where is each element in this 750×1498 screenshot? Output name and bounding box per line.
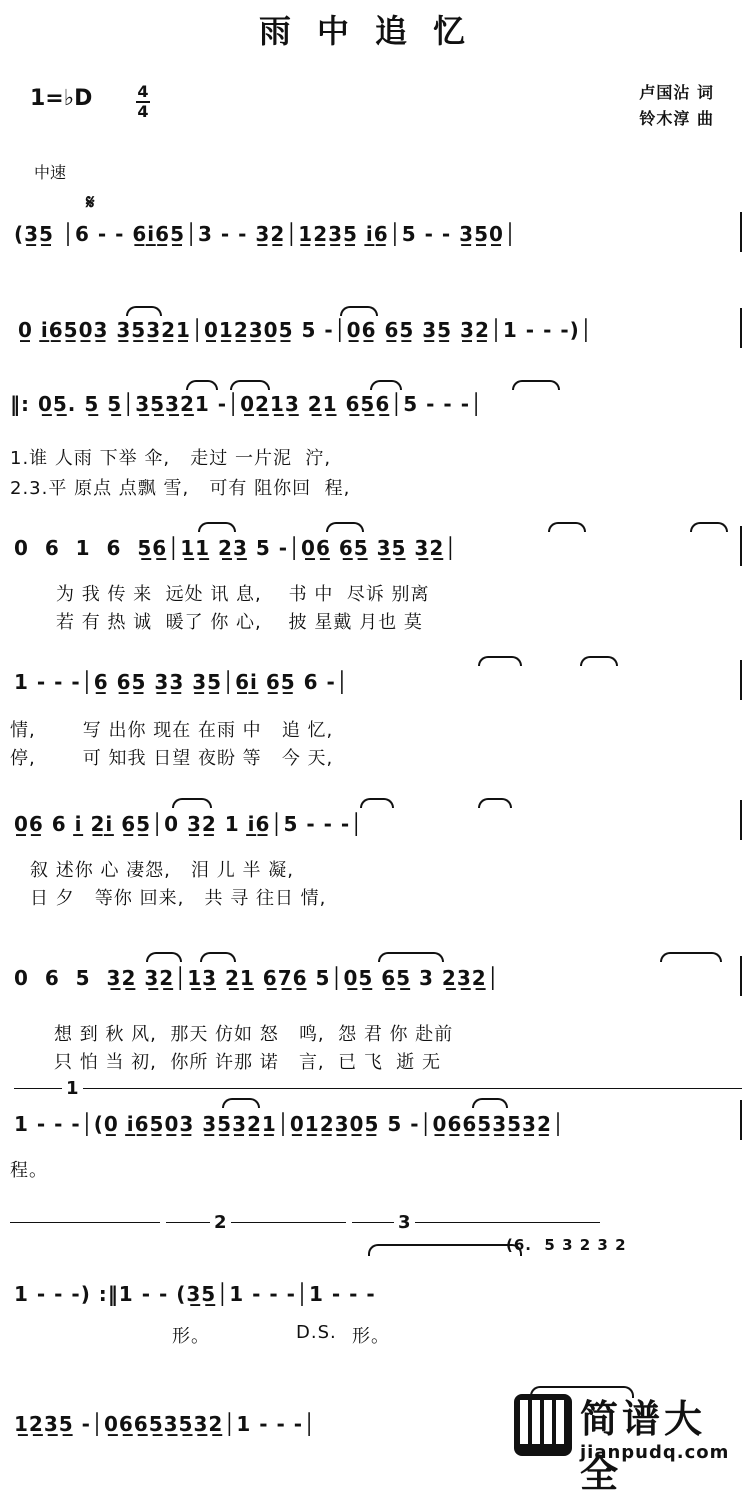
- tempo-marking: 中速: [34, 163, 67, 182]
- composer-credit: 铃木淳 曲: [639, 109, 714, 128]
- tie: [172, 798, 212, 808]
- tie: [660, 952, 722, 962]
- lyric-row-6-verse-2: 日 夕 等你 回来, 共 寻 往日 情,: [30, 888, 327, 909]
- logo-text: 简谱大全: [580, 1397, 707, 1496]
- time-sig-bottom: 4: [137, 102, 149, 121]
- barline: [740, 526, 742, 566]
- tie: [230, 380, 270, 390]
- staff-row-9-upper: (6. 5 3 2 3 2: [506, 1236, 627, 1254]
- lyric-row-3-verse-1: 1.谁 人雨 下举 伞, 走过 一片泥 泞,: [10, 448, 332, 469]
- tie: [690, 522, 728, 532]
- volta-number-2: 2: [210, 1212, 231, 1233]
- barline: [740, 660, 742, 700]
- tie: [200, 952, 236, 962]
- lyric-row-4-verse-1: 为 我 传 来 远处 讯 息, 书 中 尽诉 别离: [56, 584, 430, 605]
- staff-row-10: 1̲2̲3̲5̲ -│0̲6̲6̲5̲3̲5̲3̲2̲│1 - - -│: [14, 1412, 317, 1436]
- barline: [740, 956, 742, 996]
- staff-row-6: 0̲6̲ 6 i̲ 2̲i̲ 6̲5̲│0 3̲2̲ 1 i̲6̲│5 - - -│: [14, 812, 364, 836]
- volta-number-3: 3: [394, 1212, 415, 1233]
- tie: [580, 656, 618, 666]
- staff-row-1: (3̲5̲ │6 - - 6̲i̲6̲5̲│3 - - 3̲2̲│1̲2̲3̲5̲ i̲6̲│5 - - 3̲5̲0̲│: [14, 222, 517, 246]
- volta-line-left: [10, 1222, 160, 1223]
- volta-number-1: 1: [62, 1078, 83, 1099]
- logo-url: jianpudq.com: [580, 1442, 730, 1463]
- tie: [126, 306, 162, 316]
- lyric-row-4-verse-2: 若 有 热 诚 暖了 你 心, 披 星戴 月也 莫: [56, 612, 423, 633]
- lyric-row-5-verse-2: 停, 可 知我 日望 夜盼 等 今 天,: [10, 748, 334, 769]
- tie: [222, 1098, 260, 1108]
- song-title: 雨中追忆: [258, 12, 491, 50]
- tie: [378, 952, 444, 962]
- tie: [198, 522, 236, 532]
- site-logo: [514, 1388, 744, 1496]
- tie: [478, 798, 512, 808]
- lyric-row-7-verse-1: 想 到 秋 风, 那天 仿如 怒 鸣, 怨 君 你 赴前: [54, 1024, 454, 1045]
- lyric-row-6-verse-1: 叙 述你 心 凄怨, 泪 儿 半 凝,: [30, 860, 294, 881]
- key-signature: 1=♭D: [30, 86, 93, 111]
- barline: [740, 1100, 742, 1140]
- tie: [478, 656, 522, 666]
- staff-row-4: 0 6 1 6 5̲6̲│1̲1̲ 2̲3̲ 5 -│0̲6̲ 6̲5̲ 3̲5̲ 3̲2̲│: [14, 536, 458, 560]
- volta-bracket-3: [352, 1222, 600, 1223]
- staff-row-8: 1 - - -│(0̲ i̲6̲5̲0̲3̲ 3̲5̲3̲2̲1̲│0̲1̲2̲3̲0̲5̲ 5 -│0̲6̲6̲5̲3̲5̲3̲2̲│: [14, 1112, 565, 1136]
- tie: [512, 380, 560, 390]
- lyric-row-5-verse-1: 情, 写 出你 现在 在雨 中 追 忆,: [10, 720, 334, 741]
- staff-row-3: ‖: 0̲5̲. 5̲ 5̲│3̲5̲3̲2̲1 -│0̲2̲1̲3̲ 2̲1̲ 6̲5̲6̲│5 - - -│: [10, 392, 484, 416]
- tie: [326, 522, 364, 532]
- lyric-row-3-verse-2: 2.3.平 原点 点飘 雪, 可有 阻你回 程,: [10, 478, 351, 499]
- lyric-row-8: 程。: [10, 1160, 48, 1181]
- staff-row-5: 1 - - -│6̲ 6̲5̲ 3̲3̲ 3̲5̲│6̲i̲ 6̲5̲ 6 -│: [14, 670, 349, 694]
- lyric-row-9-c: 形。: [352, 1326, 390, 1347]
- staff-row-2: 0̲ i̲6̲5̲0̲3̲ 3̲5̲3̲2̲1̲│0̲1̲2̲3̲0̲5̲ 5 -│0̲6̲ 6̲5̲ 3̲5̲ 3̲2̲│1 - - -)│: [18, 318, 593, 342]
- tie: [472, 1098, 508, 1108]
- tie: [340, 306, 378, 316]
- staff-row-7: 0 6 5 3̲2̲ 3̲2̲│1̲3̲ 2̲1̲ 6̲7̲6̲ 5│0̲5̲ 6̲5̲ 3 2̲3̲2̲│: [14, 966, 500, 990]
- slur: [368, 1244, 522, 1256]
- tie: [548, 522, 586, 532]
- tie: [146, 952, 182, 962]
- time-signature: [136, 84, 150, 120]
- barline: [740, 212, 742, 252]
- tie: [360, 798, 394, 808]
- staff-row-9: 1 - - -) :‖1 - - (3̲5̲│1 - - -│1 - - -: [14, 1282, 376, 1306]
- lyric-row-7-verse-2: 只 怕 当 初, 你所 许那 诺 言, 已 飞 逝 无: [54, 1052, 441, 1073]
- tie: [370, 380, 402, 390]
- barline: [740, 308, 742, 348]
- time-sig-top: 4: [137, 82, 149, 101]
- lyric-row-9-a: 形。: [172, 1326, 210, 1347]
- ds-marking: D.S.: [296, 1322, 337, 1343]
- volta-bracket-1: [14, 1088, 742, 1089]
- tie: [186, 380, 218, 390]
- barline: [740, 800, 742, 840]
- volta-bracket-2: [166, 1222, 346, 1223]
- segno-icon: 𝄋: [86, 190, 95, 214]
- piano-keys-icon: [514, 1394, 572, 1456]
- lyricist-credit: 卢国沾 词: [639, 83, 714, 102]
